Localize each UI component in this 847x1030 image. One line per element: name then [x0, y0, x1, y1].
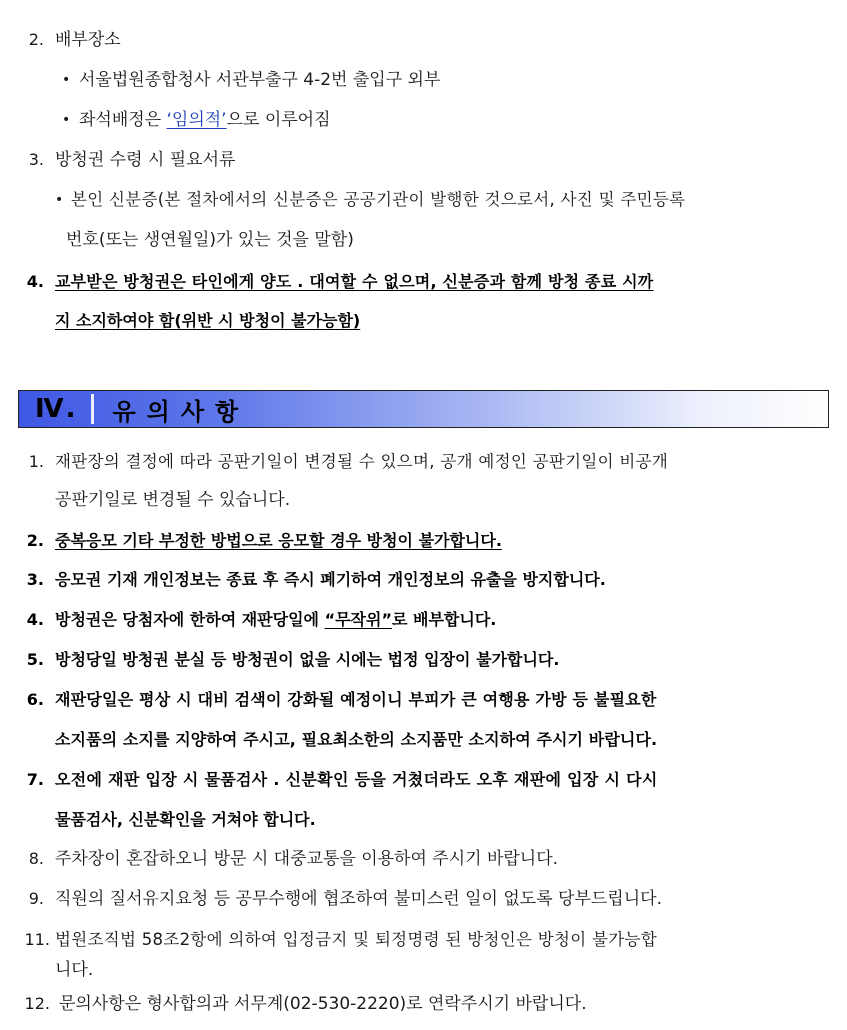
note-text: 응모권 기재 개인정보는 종료 후 즉시 폐기하여 개인정보의 유출을 방지합니다.	[55, 570, 606, 589]
item-text-transfer-warning: 교부받은 방청권은 타인에게 양도 . 대여할 수 없으며, 신분증과 함께 방청 종료 시까	[55, 272, 654, 291]
note-text-prefix: 방청권은 당첨자에 한하여 재판당일에	[55, 610, 325, 629]
item-number: 4.	[26, 272, 44, 291]
note-number: 7.	[26, 770, 44, 789]
item-number: 2.	[28, 30, 44, 49]
note-text: 법원조직법 58조2항에 의하여 입정금지 및 퇴정명령 된 방청인은 방청이 불가능합	[55, 930, 657, 949]
bullet-text	[79, 109, 331, 131]
note-text: 오전에 재판 입장 시 물품검사 . 신분확인 등을 거쳤더라도 오후 재판에 입장 시 다시	[55, 770, 658, 789]
note-text: 방청당일 방청권 분실 등 방청권이 없을 시에는 법정 입장이 불가합니다.	[55, 650, 560, 669]
section-number: Ⅳ.	[35, 394, 78, 424]
note-text: 주차장이 혼잡하오니 방문 시 대중교통을 이용하여 주시기 바랍니다.	[55, 849, 559, 869]
item-text-transfer-warning-continuation: 지 소지하여야 함(위반 시 방청이 불가능함)	[55, 311, 361, 330]
bullet-icon: •	[62, 72, 71, 88]
note-number: 2.	[26, 531, 44, 550]
note-number: 4.	[26, 610, 44, 629]
note-text-continuation: 소지품의 소지를 지양하여 주시고, 필요최소한의 소지품만 소지하여 주시기 바랍니다.	[55, 730, 658, 749]
note-text: 재판장의 결정에 따라 공판기일이 변경될 수 있으며, 공개 예정인 공판기일이 비공개	[55, 452, 669, 471]
note-text-continuation: 물품검사, 신분확인을 거쳐야 합니다.	[55, 810, 316, 829]
item-number: 3.	[28, 150, 44, 169]
note-text	[55, 609, 496, 631]
bullet-text-prefix: 좌석배정은	[79, 110, 167, 130]
note-number: 6.	[26, 690, 44, 709]
bullet-text: 본인 신분증(본 절차에서의 신분증은 공공기관이 발행한 것으로서, 사진 및 주민등록	[71, 190, 686, 209]
bullet-icon: •	[62, 112, 71, 128]
section-divider	[91, 394, 94, 424]
note-number: 1.	[28, 452, 44, 471]
note-text: 재판당일은 평상 시 대비 검색이 강화될 예정이니 부피가 큰 여행용 가방 등 불필요한	[55, 690, 657, 709]
note-number: 3.	[26, 570, 44, 589]
note-text-continuation: 공판기일로 변경될 수 있습니다.	[55, 490, 291, 510]
note-text-suffix: 로 배부합니다.	[391, 610, 497, 629]
item-text-distribution-place: 배부장소	[55, 30, 121, 50]
note-number: 12.	[24, 994, 50, 1013]
note-number: 11.	[24, 930, 50, 949]
note-text: 문의사항은 형사합의과 서무계(02-530-2220)로 연락주시기 바랍니다.	[59, 994, 587, 1014]
note-text-continuation: 니다.	[55, 960, 94, 980]
item-text-required-documents: 방청권 수령 시 필요서류	[55, 150, 236, 170]
note-number: 5.	[26, 650, 44, 669]
emphasis-link[interactable]: ‘임의적’	[166, 110, 227, 130]
note-text: 직원의 질서유지요청 등 공무수행에 협조하여 불미스런 일이 없도록 당부드립니다.	[55, 889, 662, 909]
section-title: 유의사항	[112, 397, 250, 426]
section-banner	[18, 390, 829, 428]
bullet-text-suffix: 으로 이루어짐	[226, 110, 331, 130]
note-text: 중복응모 기타 부정한 방법으로 응모할 경우 방청이 불가합니다.	[55, 531, 502, 550]
random-emphasis: “무작위”	[324, 610, 392, 629]
bullet-icon: •	[55, 192, 64, 208]
note-number: 8.	[28, 849, 44, 868]
bullet-text: 서울법원종합청사 서관부출구 4-2번 출입구 외부	[79, 70, 441, 90]
note-number: 9.	[28, 889, 44, 908]
bullet-text-continuation: 번호(또는 생연월일)가 있는 것을 말함)	[66, 230, 354, 250]
